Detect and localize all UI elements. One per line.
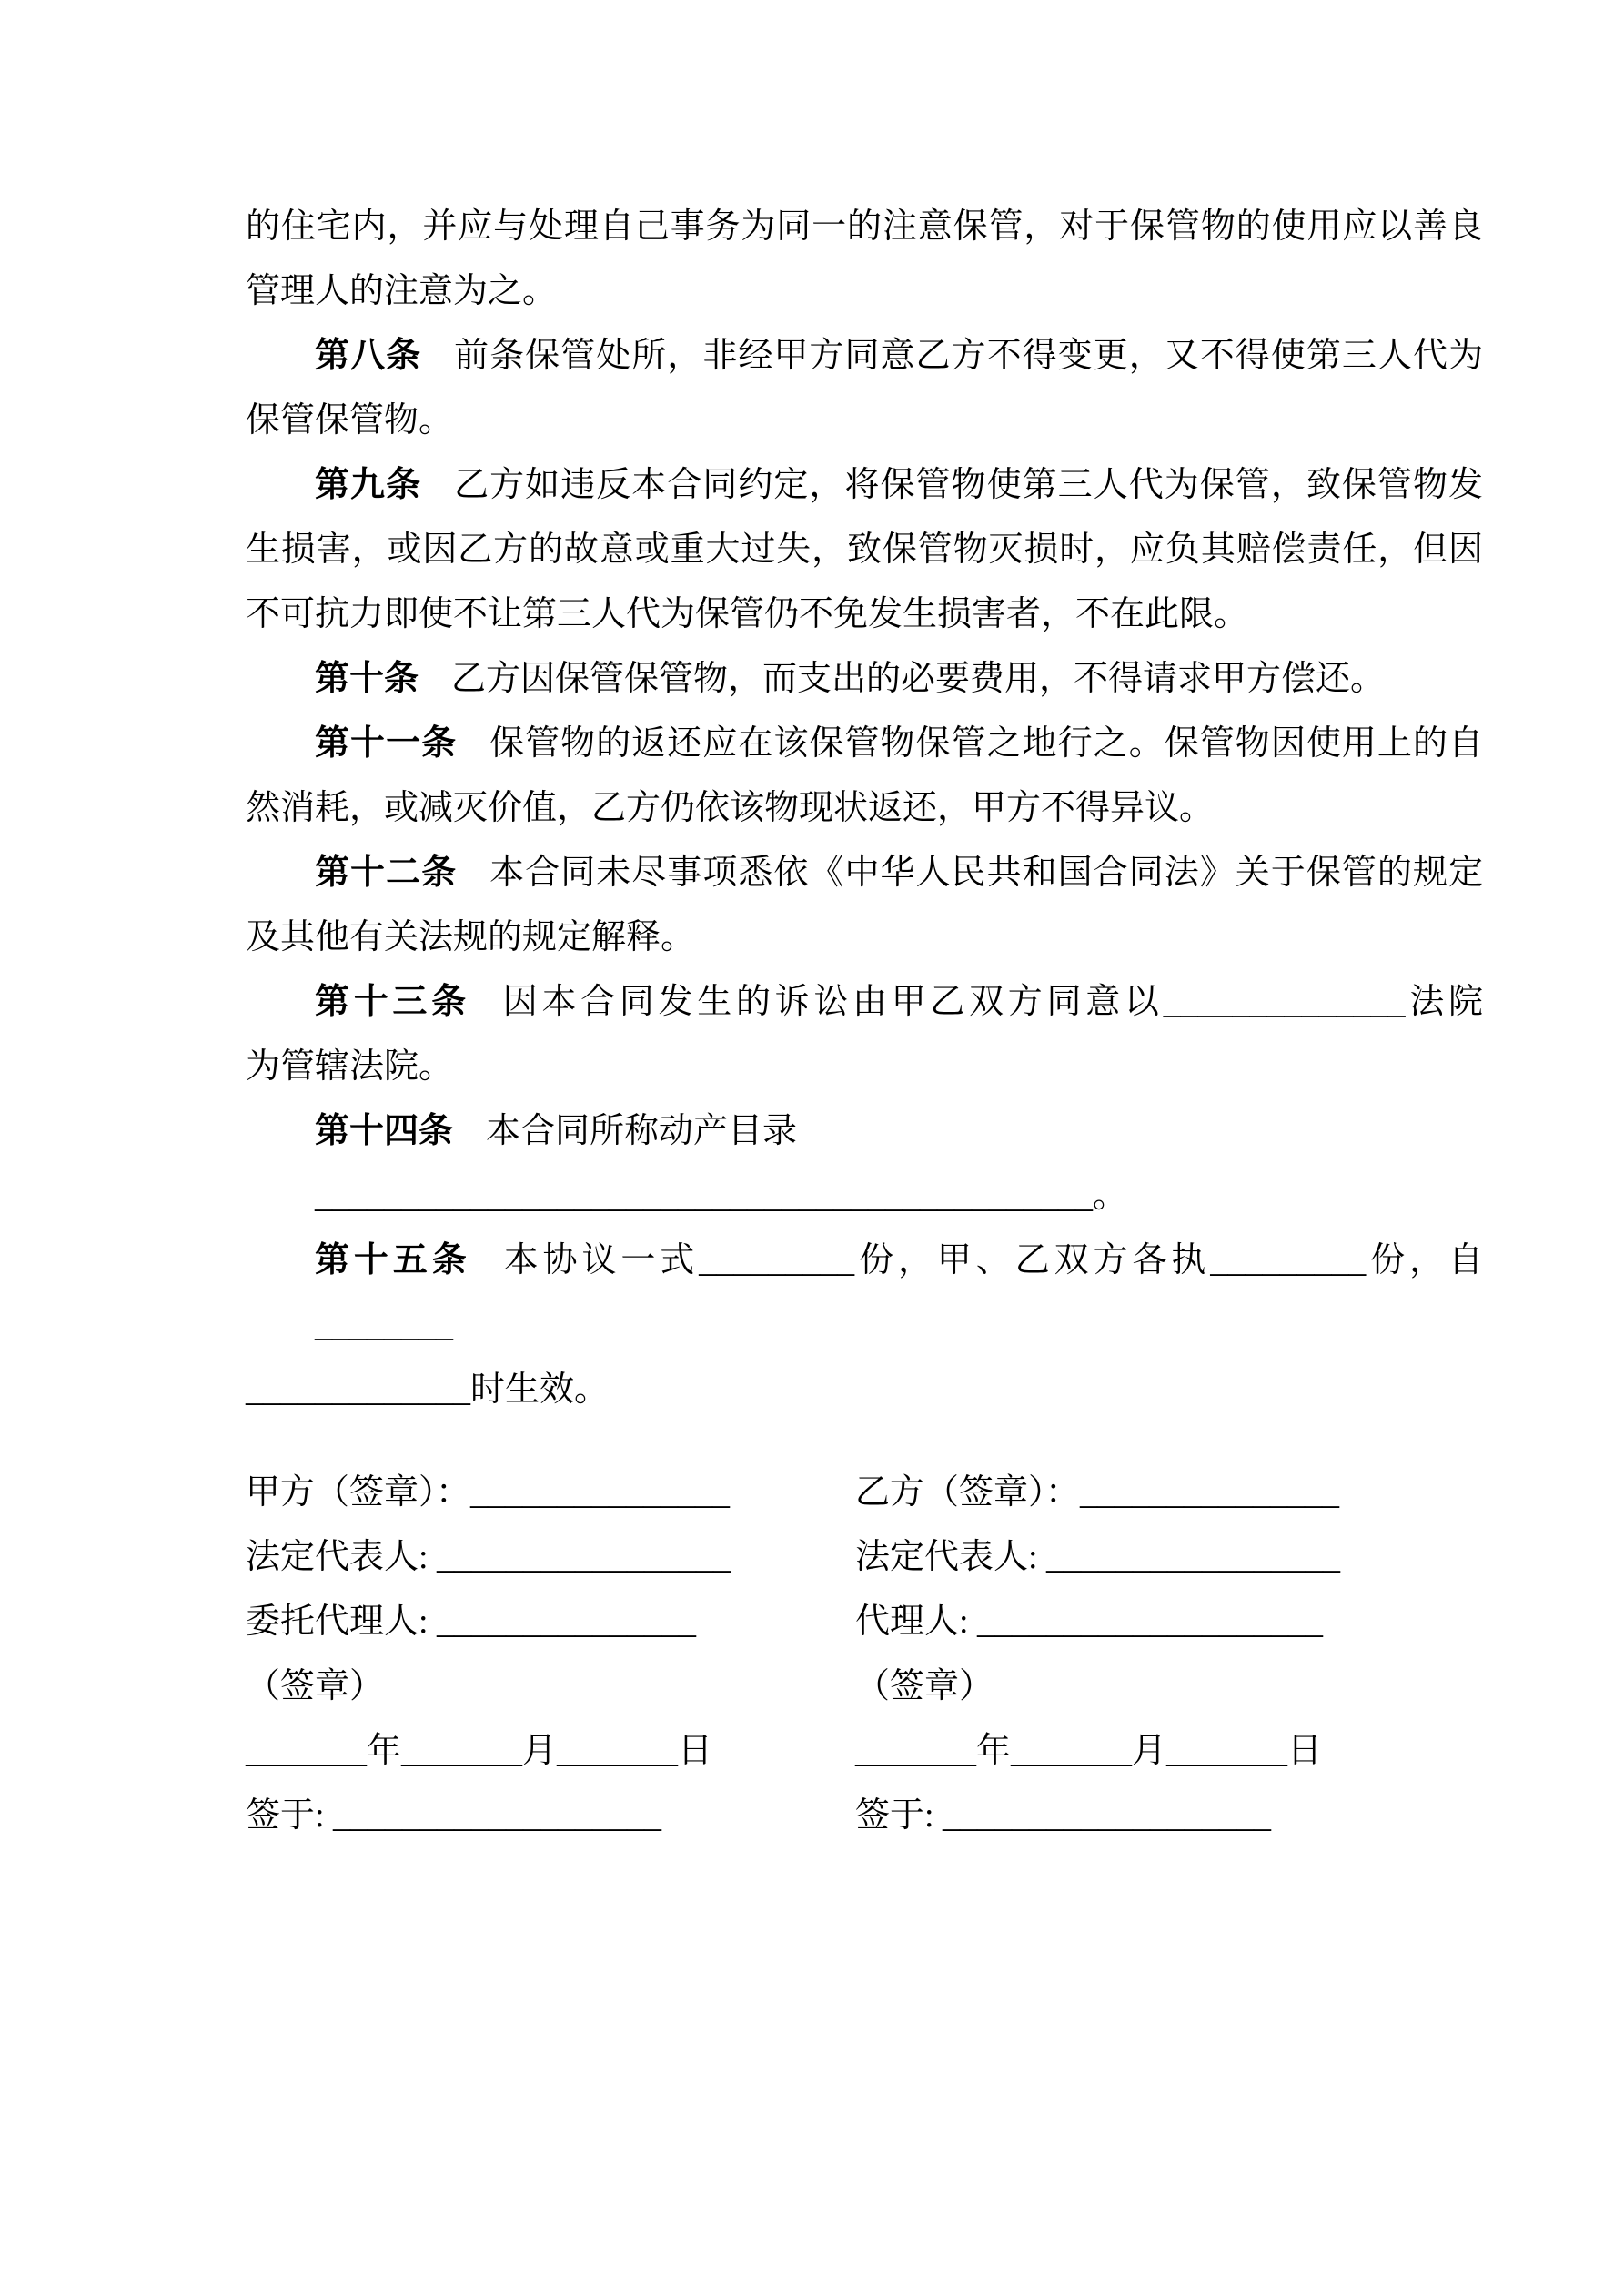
party-a-seal-line: 甲方（签章）：_______________: [246, 1473, 731, 1512]
article-text: 保管物的返还应在该保管物保管之地行之。保管物因使用上的自: [489, 724, 1483, 763]
paragraph-line: 的住宅内，并应与处理自己事务为同一的注意保管，对于保管物的使用应以善良: [246, 207, 1483, 246]
paragraph-line: [246, 1229, 1483, 1358]
party-b-seal-line: 乙方（签章）：_______________: [855, 1473, 1340, 1512]
paragraph-line: [246, 1099, 1483, 1164]
party-a-signed-at-line: 签于: ___________________: [246, 1796, 662, 1835]
article-text: 前条保管处所，非经甲方同意乙方不得变更，又不得使第三人代为: [454, 337, 1483, 375]
article-text: 乙方因保管保管物，而支出的必要费用，不得请求甲方偿还。: [451, 660, 1386, 698]
blank-underline: _____________________________________________。: [315, 1177, 1128, 1215]
paragraph-line: 保管保管物。: [246, 401, 454, 440]
party-a-seal-note: （签章）: [246, 1667, 385, 1705]
paragraph-line: 为管辖法院。: [246, 1047, 454, 1086]
paragraph-article-11: [246, 712, 1483, 841]
party-b-seal-note: （签章）: [855, 1667, 994, 1705]
party-a-signature: [246, 1461, 855, 1848]
paragraph-continuation: [246, 195, 1483, 324]
party-b-legal-rep-line: 法定代表人: _________________: [855, 1538, 1341, 1576]
article-text: 乙方如违反本合同约定，将保管物使第三人代为保管，致保管物发: [454, 466, 1483, 504]
article-label: 第八条: [315, 337, 422, 375]
party-a-legal-rep-line: 法定代表人: _________________: [246, 1538, 731, 1576]
article-text: 因本合同发生的诉讼由甲乙双方同意以______________法院: [502, 983, 1483, 1021]
article-label: 第十五条: [315, 1241, 471, 1279]
party-b-signature: [855, 1461, 1483, 1848]
paragraph-line: [246, 453, 1483, 518]
party-a-agent-line: 委托代理人: _______________: [246, 1603, 697, 1641]
paragraph-line: [246, 647, 1483, 712]
paragraph-line: 不可抗力即使不让第三人代为保管仍不免发生损害者，不在此限。: [246, 595, 1249, 633]
paragraph-line: [246, 970, 1483, 1035]
paragraph-article-10: [246, 647, 1483, 712]
article-text: 本合同未尽事项悉依《中华人民共和国合同法》关于保管的规定: [489, 854, 1483, 892]
signature-block: [246, 1461, 1483, 1848]
party-b-agent-line: 代理人: ____________________: [855, 1603, 1324, 1641]
paragraph-inventory-blank: [246, 1164, 1483, 1229]
article-label: 第十一条: [315, 724, 458, 763]
article-label: 第十三条: [315, 983, 470, 1021]
paragraph-line: 然消耗，或减灭价值，乙方仍依该物现状返还，甲方不得异议。: [246, 789, 1215, 827]
paragraph-article-14: [246, 1099, 1483, 1164]
paragraph-line: 生损害，或因乙方的故意或重大过失，致保管物灭损时，应负其赔偿责任，但因: [246, 531, 1483, 569]
party-b-signed-at-line: 签于: ___________________: [855, 1796, 1272, 1835]
paragraph-line: 管理人的注意为之。: [246, 272, 558, 310]
paragraph-line: [246, 841, 1483, 905]
article-label: 第十条: [315, 660, 419, 698]
paragraph-article-15: [246, 1229, 1483, 1422]
party-b-date-line: _______年_______月_______日: [855, 1732, 1323, 1770]
paragraph-article-13: [246, 970, 1483, 1099]
paragraph-article-12: [246, 841, 1483, 970]
contract-body: [246, 195, 1483, 1848]
article-text: 本合同所称动产目录: [486, 1112, 798, 1150]
paragraph-line: 及其他有关法规的规定解释。: [246, 918, 696, 956]
paragraph-line: _____________时生效。: [246, 1371, 610, 1409]
paragraph-line: [246, 712, 1483, 776]
party-a-date-line: _______年_______月_______日: [246, 1732, 713, 1770]
article-label: 第九条: [315, 466, 422, 504]
article-text: 本协议一式_________份，甲、乙双方各执_________份，自________: [315, 1241, 1483, 1344]
article-label: 第十四条: [315, 1112, 454, 1150]
paragraph-article-8: [246, 324, 1483, 453]
paragraph-article-9: [246, 453, 1483, 647]
paragraph-line: [246, 324, 1483, 389]
article-label: 第十二条: [315, 854, 458, 892]
